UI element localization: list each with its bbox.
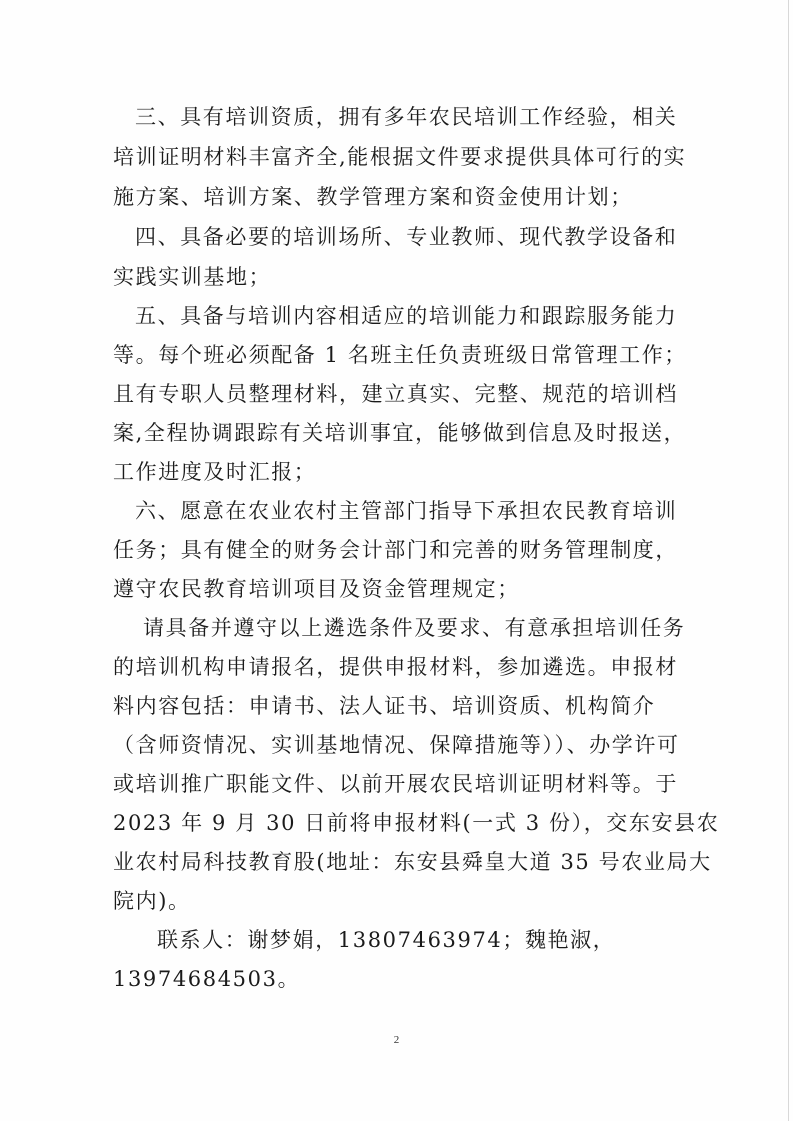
paragraph-line: 五、具备与培训内容相适应的培训能力和跟踪服务能力 [135, 304, 678, 328]
paragraph-line: 四、具备必要的培训场所、专业教师、现代教学设备和 [135, 225, 678, 249]
paragraph-line: 六、愿意在农业农村主管部门指导下承担农民教育培训 [135, 499, 678, 523]
paragraph-line: 培训证明材料丰富齐全,能根据文件要求提供具体可行的实 [113, 145, 687, 169]
paragraph-line: 院内)。 [113, 889, 191, 913]
paragraph-line: 请具备并遵守以上遴选条件及要求、有意承担培训任务 [143, 616, 686, 640]
paragraph-line: 工作进度及时汇报； [113, 460, 317, 484]
paragraph-line: 的培训机构申请报名，提供申报材料，参加遴选。申报材 [113, 655, 678, 679]
paragraph-line: 2023 年 9 月 30 日前将申报材料(一式 3 份），交东安县农 [113, 811, 720, 835]
paragraph-line: 或培训推广职能文件、以前开展农民培训证明材料等。于 [113, 772, 678, 796]
paragraph-line: 料内容包括：申请书、法人证书、培训资质、机构简介 [113, 694, 656, 718]
paragraph-line: 且有专职人员整理材料，建立真实、完整、规范的培训档 [113, 382, 678, 406]
page-number: 2 [393, 1034, 400, 1046]
paragraph-line: 任务；具有健全的财务会计部门和完善的财务管理制度， [113, 538, 678, 562]
paragraph-line: 等。每个班必须配备 1 名班主任负责班级日常管理工作； [113, 343, 687, 367]
paragraph-line: 遵守农民教育培训项目及资金管理规定； [113, 577, 520, 601]
paragraph-line: 实践实训基地； [113, 265, 272, 289]
paragraph-line: 业农村局科技教育股(地址：东安县舜皇大道 35 号农业局大 [113, 850, 712, 874]
paragraph-line: 三、具有培训资质，拥有多年农民培训工作经验，相关 [135, 105, 678, 129]
contact-line: 联系人：谢梦娟，13807463974；魏艳淑， [157, 928, 616, 952]
paragraph-line: （含师资情况、实训基地情况、保障措施等））、办学许可 [113, 733, 680, 757]
contact-line: 13974684503。 [113, 967, 301, 991]
paragraph-line: 施方案、培训方案、教学管理方案和资金使用计划； [113, 185, 633, 209]
paragraph-line: 案,全程协调跟踪有关培训事宜，能够做到信息及时报送， [113, 421, 687, 445]
scan-edge [788, 0, 789, 1121]
